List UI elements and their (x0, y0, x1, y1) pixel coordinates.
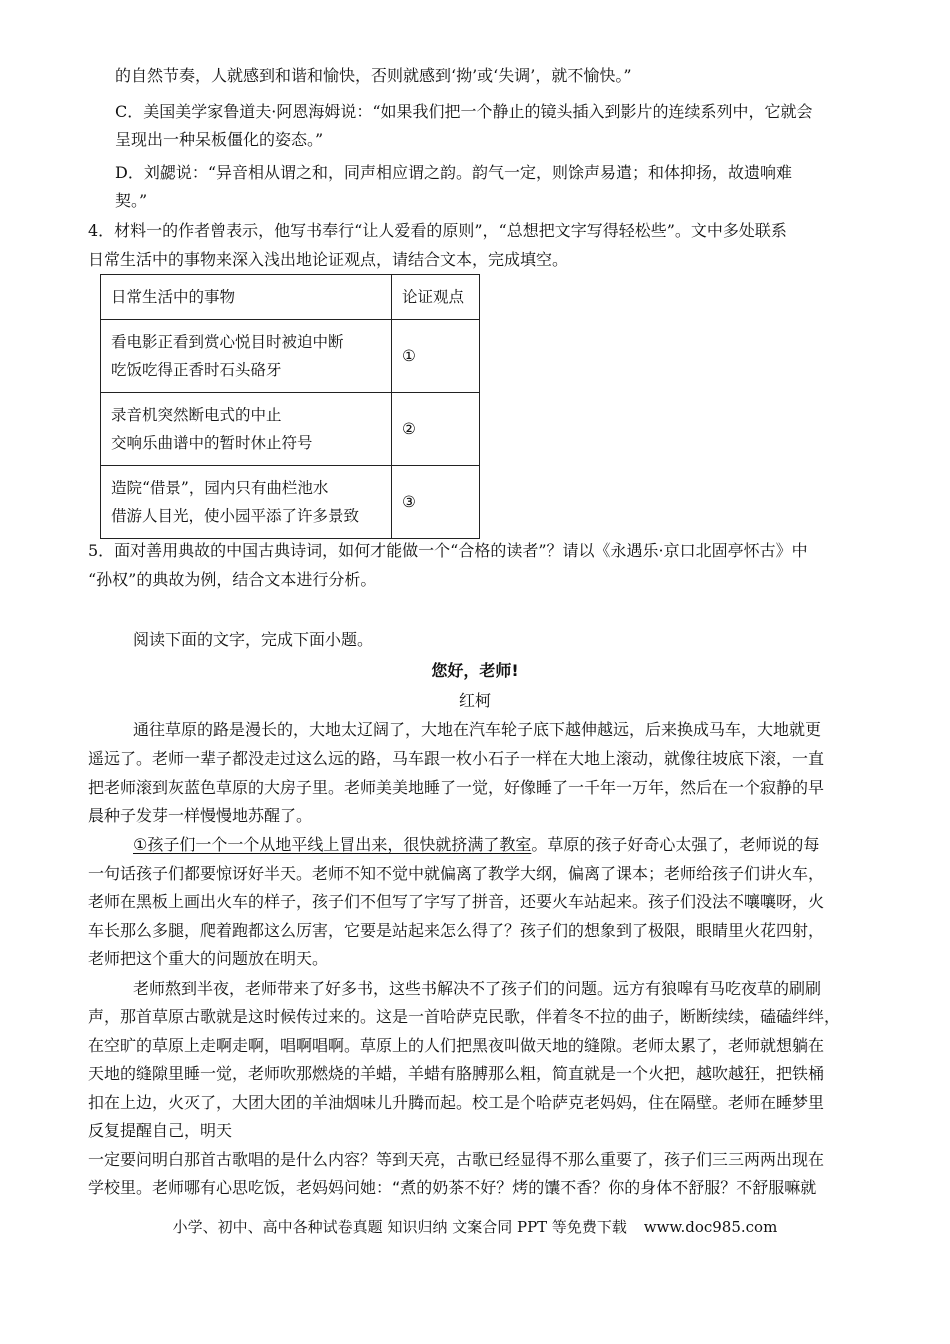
page-footer (0, 1216, 950, 1237)
table-cell-things (101, 393, 392, 466)
question-4-line2: 日常生活中的事物来深入浅出地论证观点，请结合文本，完成填空。 (88, 250, 569, 269)
footer-text: 小学、初中、高中各种试卷真题 知识归纳 文案合同 PPT 等免费下载 (172, 1218, 627, 1236)
thing-text: 造院“借景”，园内只有曲栏池水 (111, 479, 329, 497)
thing-text: 交响乐曲谱中的暂时休止符号 (111, 434, 313, 452)
thing-text: 录音机突然断电式的中止 (111, 406, 282, 424)
table-row (101, 466, 480, 539)
article-p3-line4: 天地的缝隙里睡一觉，老师吹那燃烧的羊蜡，羊蜡有胳膊那么粗，简直就是一个火把，越吹越狂，把铁桶 (88, 1064, 825, 1083)
table-cell-blank: ③ (392, 466, 480, 539)
question-5-line2: “孙权”的典故为例，结合文本进行分析。 (88, 570, 377, 589)
article-p2-line4: 车长那么多腿，爬着跑都这么厉害，它要是站起来怎么得了？孩子们的想象到了极限，眼睛里火花四射， (88, 921, 825, 940)
article-p3-line6: 反复提醒自己，明天 (88, 1121, 233, 1140)
thing-text: 借游人目光，使小园平添了许多景致 (111, 507, 360, 525)
option-c-line1: C．美国美学家鲁道夫·阿恩海姆说：“如果我们把一个静止的镜头插入到影片的连续系列中，它就会 (115, 102, 813, 121)
article-p1-line4: 晨种子发芽一样慢慢地苏醒了。 (88, 806, 313, 825)
table-cell-things (101, 320, 392, 393)
question-5-line1: 5．面对善用典故的中国古典诗词，如何才能做一个“合格的读者”？请以《永遇乐·京口北固亭怀古》中 (88, 541, 808, 560)
thing-text: 吃饭吃得正香时石头硌牙 (111, 361, 282, 379)
article-p1-line3: 把老师滚到灰蓝色草原的大房子里。老师美美地睡了一觉，好像睡了一千年一万年，然后在一个寂静的早 (88, 778, 825, 797)
article-p2-line5: 老师把这个重大的问题放在明天。 (88, 949, 329, 968)
article-p2-line2: 一句话孩子们都要惊讶好半天。老师不知不觉中就偏离了教学大纲，偏离了课本；老师给孩子们讲火车， (88, 864, 825, 883)
article-p3-line8: 学校里。老师哪有心思吃饭，老妈妈问她：“煮的奶茶不好？烤的馕不香？你的身体不舒服？不舒服嘛就 (88, 1178, 817, 1197)
footer-url: www.doc985.com (643, 1218, 778, 1236)
option-d-line2: 契。” (115, 191, 148, 210)
fill-in-table (100, 274, 480, 539)
article-author: 红柯 (458, 691, 491, 710)
article-p1-line1: 通往草原的路是漫长的，大地太辽阔了，大地在汽车轮子底下越伸越远，后来换成马车，大地就更 (133, 720, 822, 739)
table-cell-blank: ① (392, 320, 480, 393)
option-b-continuation: 的自然节奏，人就感到和谐和愉快，否则就感到‘拗’或‘失调’，就不愉快。” (115, 66, 632, 85)
thing-text: 看电影正看到赏心悦目时被迫中断 (111, 333, 344, 351)
table-cell-blank: ② (392, 393, 480, 466)
p2-line1-rest: 。草原的孩子好奇心太强了，老师说的每 (531, 835, 820, 854)
table-cell-things (101, 466, 392, 539)
option-c-line2: 呈现出一种呆板僵化的姿态。” (115, 130, 324, 149)
option-d-line1: D．刘勰说：“异音相从谓之和，同声相应谓之韵。韵气一定，则馀声易遣；和体抑扬，故遗响难 (115, 163, 793, 182)
table-row (101, 393, 480, 466)
article-p2-line1 (133, 835, 819, 855)
article-p2-line3: 老师在黑板上画出火车的样子，孩子们不但写了字写了拼音，还要火车站起来。孩子们没法不嚷嚷呀，火 (88, 892, 825, 911)
article-p3-line2: 声，那首草原古歌就是这时候传过来的。这是一首哈萨克民歌，伴着冬不拉的曲子，断断续续，磕磕绊绊， (88, 1007, 841, 1026)
underlined-sentence-1: ①孩子们一个一个从地平线上冒出来，很快就挤满了教室 (133, 835, 532, 854)
table-row (101, 320, 480, 393)
table-header-row (101, 275, 480, 320)
reading-intro: 阅读下面的文字，完成下面小题。 (133, 630, 374, 649)
table-header-things: 日常生活中的事物 (101, 275, 392, 320)
article-title: 您好，老师! (431, 661, 519, 680)
question-4-line1: 4．材料一的作者曾表示，他写书奉行“让人爱看的原则”，“总想把文字写得轻松些”。文中多处联系 (88, 221, 787, 240)
article-p1-line2: 遥远了。老师一辈子都没走过这么远的路，马车跟一枚小石子一样在大地上滚动，就像往坡底下滚，一直 (88, 749, 825, 768)
article-p3-line1: 老师熬到半夜，老师带来了好多书，这些书解决不了孩子们的问题。远方有狼嗥有马吃夜草的刷刷 (133, 979, 822, 998)
article-p3-line5: 扣在上边，火灭了，大团大团的羊油烟味儿升腾而起。校工是个哈萨克老妈妈，住在隔壁。老师在睡梦里 (88, 1093, 825, 1112)
article-p3-line3: 在空旷的草原上走啊走啊，唱啊唱啊。草原上的人们把黑夜叫做天地的缝隙。老师太累了，老师就想躺在 (88, 1036, 825, 1055)
article-p3-line7: 一定要问明白那首古歌唱的是什么内容？等到天亮，古歌已经显得不那么重要了，孩子们三三两两出现在 (88, 1150, 825, 1169)
table-header-viewpoint: 论证观点 (392, 275, 480, 320)
